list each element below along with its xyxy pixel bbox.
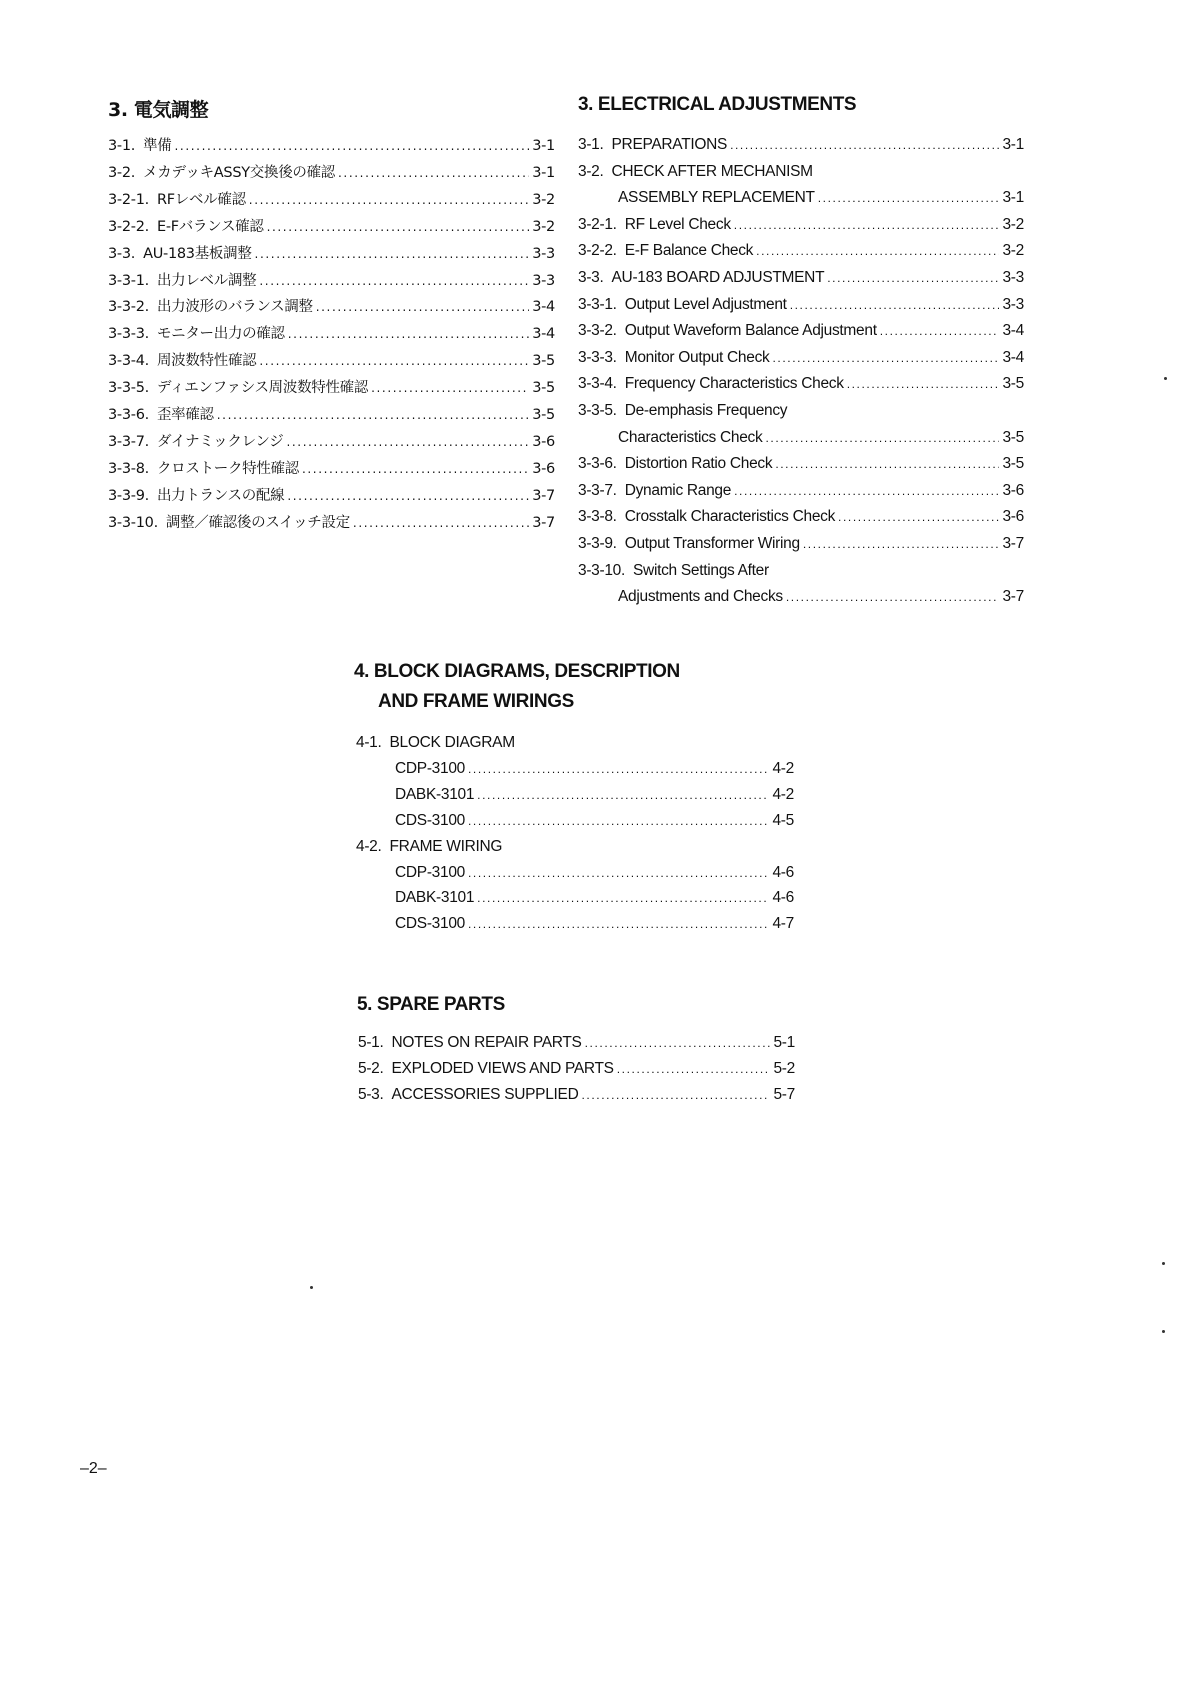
toc-row — [108, 160, 555, 186]
toc-page-ref: 3-1 — [1002, 136, 1024, 153]
toc-number: 3-3-4. — [108, 353, 149, 370]
toc-page-ref: 3-3 — [532, 245, 555, 262]
toc-page-ref: 3-6 — [532, 433, 555, 450]
toc-page-ref: 3-2 — [532, 218, 555, 235]
toc-title: ASSEMBLY REPLACEMENT — [618, 189, 815, 207]
toc-number: 3-1. — [578, 136, 604, 153]
toc-row — [578, 478, 1024, 504]
toc-row — [578, 558, 1024, 584]
toc-leader-dots — [302, 456, 529, 482]
toc-number: 3-3. — [108, 245, 136, 262]
toc-leader-dots — [267, 214, 530, 240]
toc-leader-dots — [259, 268, 529, 294]
toc-title: RFレベル確認 — [156, 191, 246, 208]
toc-page-ref: 3-4 — [532, 326, 555, 343]
toc-number: 3-3-10. — [578, 561, 626, 579]
toc-title: モニター出力の確認 — [156, 326, 285, 343]
toc-row — [108, 268, 555, 294]
toc-leader-dots — [353, 510, 529, 536]
toc-row — [578, 398, 1024, 424]
toc-page-ref: 4-7 — [772, 915, 794, 933]
toc-title: EXPLODED VIEWS AND PARTS — [391, 1060, 614, 1077]
toc-number: 3-3-2. — [108, 299, 149, 316]
toc-page-ref: 3-5 — [532, 353, 555, 370]
toc-row — [578, 318, 1024, 344]
toc-number: 3-3-1. — [108, 272, 149, 289]
toc-row — [395, 782, 794, 808]
scan-speck — [1162, 1262, 1165, 1265]
toc-title: 周波数特性確認 — [156, 353, 257, 370]
toc-leader-dots — [775, 451, 999, 477]
toc-row — [618, 425, 1024, 451]
toc-title: ACCESSORIES SUPPLIED — [391, 1086, 579, 1103]
toc-row — [358, 1056, 795, 1082]
toc-page-ref: 4-2 — [772, 759, 794, 777]
toc-title: NOTES ON REPAIR PARTS — [391, 1034, 582, 1051]
toc-leader-dots — [259, 348, 529, 374]
toc-number: 3-3-6. — [578, 455, 617, 473]
toc-leader-dots — [581, 1082, 770, 1108]
toc-title: Adjustments and Checks — [618, 588, 783, 606]
toc-title: ディエンファシス周波数特性確認 — [156, 380, 369, 397]
toc-number: 3-3-8. — [578, 508, 617, 526]
toc-row — [108, 214, 555, 240]
toc-row — [108, 187, 555, 213]
toc-row — [578, 531, 1024, 557]
toc-number: 3-2-2. — [108, 218, 149, 235]
toc-title: DABK-3101 — [395, 785, 475, 803]
toc-number: 3-3-3. — [108, 326, 149, 343]
spare-section-heading: 5. SPARE PARTS — [357, 994, 505, 1015]
toc-page-ref: 3-2 — [532, 191, 555, 208]
toc-row — [578, 265, 1024, 291]
toc-number: 3-3-2. — [578, 322, 617, 340]
toc-leader-dots — [477, 885, 769, 911]
toc-row — [618, 185, 1024, 211]
toc-row — [108, 402, 555, 428]
toc-number: 3-3-1. — [578, 295, 617, 313]
toc-row — [108, 510, 555, 536]
toc-leader-dots — [790, 292, 1000, 318]
block-section-heading-line2: AND FRAME WIRINGS — [378, 691, 574, 712]
toc-page-ref: 4-6 — [772, 863, 794, 881]
toc-page-ref: 3-6 — [1002, 508, 1024, 526]
toc-title: AU-183基板調整 — [143, 245, 252, 262]
toc-leader-dots — [255, 241, 530, 267]
toc-row — [108, 321, 555, 347]
toc-leader-dots — [477, 782, 769, 808]
toc-row — [578, 504, 1024, 530]
toc-page-ref: 3-5 — [1002, 455, 1024, 473]
jp-section-heading: 3. 電気調整 — [108, 99, 209, 121]
toc-title: CDP-3100 — [395, 759, 465, 777]
toc-page-ref: 3-5 — [1002, 375, 1024, 393]
toc-number: 3-3-9. — [578, 535, 617, 552]
toc-page-ref: 5-2 — [773, 1060, 795, 1077]
toc-row — [395, 756, 794, 782]
toc-row — [108, 375, 555, 401]
en-section-heading: 3. ELECTRICAL ADJUSTMENTS — [578, 94, 857, 115]
toc-row — [578, 132, 1024, 158]
toc-title: RF Level Check — [624, 215, 731, 233]
toc-page-ref: 3-7 — [1002, 535, 1024, 552]
toc-leader-dots — [617, 1056, 771, 1082]
page-number: –2– — [80, 1460, 107, 1477]
toc-title: Monitor Output Check — [624, 348, 770, 366]
toc-page-ref: 4-2 — [772, 785, 794, 803]
toc-title: 出力レベル調整 — [156, 272, 257, 289]
toc-number: 3-3-3. — [578, 348, 617, 366]
toc-leader-dots — [880, 318, 1000, 344]
toc-leader-dots — [288, 321, 529, 347]
toc-leader-dots — [371, 375, 529, 401]
toc-leader-dots — [730, 132, 999, 158]
toc-page-ref: 3-2 — [1002, 215, 1024, 233]
toc-number: 3-3-7. — [108, 433, 149, 450]
toc-title: 調整／確認後のスイッチ設定 — [165, 514, 350, 531]
toc-page-ref: 3-5 — [1002, 428, 1024, 446]
toc-number: 3-2-1. — [108, 191, 149, 208]
toc-leader-dots — [827, 265, 999, 291]
toc-row — [578, 212, 1024, 238]
toc-title: Switch Settings After — [633, 561, 769, 579]
toc-page-ref: 3-7 — [532, 487, 555, 504]
toc-leader-dots — [838, 504, 999, 530]
toc-row — [108, 133, 555, 159]
toc-number: 3-3-4. — [578, 375, 617, 393]
scan-speck — [1164, 377, 1167, 380]
toc-title: CDS-3100 — [395, 811, 465, 829]
toc-row — [578, 371, 1024, 397]
toc-page-ref: 3-3 — [532, 272, 555, 289]
toc-leader-dots — [847, 371, 1000, 397]
toc-number: 4-2. — [356, 837, 382, 855]
toc-leader-dots — [175, 133, 530, 159]
toc-title: ダイナミックレンジ — [156, 433, 284, 450]
toc-leader-dots — [217, 402, 529, 428]
toc-title: Output Level Adjustment — [624, 295, 787, 313]
toc-page-ref: 3-3 — [1002, 295, 1024, 313]
toc-leader-dots — [786, 584, 1000, 610]
scan-speck — [1162, 1330, 1165, 1333]
toc-leader-dots — [287, 483, 529, 509]
toc-page-ref: 3-7 — [532, 514, 555, 531]
toc-page-ref: 3-5 — [532, 407, 555, 423]
toc-title: E-Fバランス確認 — [156, 218, 264, 235]
toc-page-ref: 3-2 — [1002, 242, 1024, 260]
toc-title: 歪率確認 — [156, 407, 214, 423]
toc-title: PREPARATIONS — [611, 136, 728, 153]
toc-leader-dots — [756, 238, 999, 264]
toc-number: 3-2. — [108, 164, 136, 181]
toc-title: BLOCK DIAGRAM — [389, 734, 515, 751]
toc-row — [395, 885, 794, 911]
toc-leader-dots — [734, 212, 1000, 238]
toc-number: 5-1. — [358, 1034, 384, 1051]
toc-number: 3-3-8. — [108, 460, 149, 477]
toc-number: 3-2-2. — [578, 242, 617, 260]
toc-page-ref: 4-6 — [772, 889, 794, 907]
toc-leader-dots — [772, 345, 999, 371]
toc-row — [356, 730, 794, 756]
toc-title: Distortion Ratio Check — [624, 455, 773, 473]
toc-number: 5-2. — [358, 1060, 384, 1077]
toc-leader-dots — [338, 160, 529, 186]
toc-row — [578, 451, 1024, 477]
toc-title: De-emphasis Frequency — [624, 402, 788, 419]
toc-number: 3-3-5. — [578, 402, 617, 419]
toc-page-ref: 3-7 — [1002, 588, 1024, 606]
toc-page-ref: 3-3 — [1002, 269, 1024, 286]
toc-leader-dots — [585, 1030, 771, 1056]
toc-title: クロストーク特性確認 — [156, 460, 299, 477]
scan-speck — [310, 1286, 313, 1289]
toc-row — [395, 911, 794, 937]
toc-page-ref: 3-1 — [1002, 189, 1024, 207]
toc-row — [618, 584, 1024, 610]
toc-row — [356, 834, 794, 860]
toc-title: Frequency Characteristics Check — [624, 375, 844, 393]
toc-title: Characteristics Check — [618, 428, 763, 446]
toc-page-ref: 3-5 — [532, 380, 555, 397]
toc-title: Dynamic Range — [624, 481, 732, 499]
toc-leader-dots — [765, 425, 999, 451]
toc-leader-dots — [468, 808, 770, 834]
toc-page-ref: 3-1 — [532, 138, 555, 154]
toc-leader-dots — [468, 756, 770, 782]
toc-leader-dots — [468, 911, 770, 937]
block-section-heading-line1: 4. BLOCK DIAGRAMS, DESCRIPTION — [354, 661, 680, 682]
toc-number: 3-3-9. — [108, 487, 149, 504]
toc-row — [108, 241, 555, 267]
toc-number: 3-3. — [578, 269, 604, 286]
toc-title: 出力トランスの配線 — [156, 487, 285, 504]
toc-row — [578, 292, 1024, 318]
toc-leader-dots — [734, 478, 999, 504]
toc-row — [108, 294, 555, 320]
toc-row — [395, 808, 794, 834]
toc-title: Output Transformer Wiring — [624, 535, 800, 552]
toc-page-ref: 3-4 — [532, 299, 555, 316]
toc-leader-dots — [468, 860, 770, 886]
toc-page-ref: 3-4 — [1002, 348, 1024, 366]
toc-title: FRAME WIRING — [389, 837, 503, 855]
toc-page-ref: 3-6 — [1002, 481, 1024, 499]
toc-number: 3-3-6. — [108, 407, 149, 423]
toc-title: 出力波形のバランス調整 — [156, 299, 313, 316]
toc-title: CDS-3100 — [395, 915, 465, 933]
toc-row — [395, 860, 794, 886]
toc-row — [108, 348, 555, 374]
toc-leader-dots — [818, 185, 1000, 211]
toc-number: 3-3-7. — [578, 481, 617, 499]
toc-row — [108, 456, 555, 482]
toc-title: AU-183 BOARD ADJUSTMENT — [611, 269, 825, 286]
toc-row — [108, 483, 555, 509]
toc-leader-dots — [316, 294, 529, 320]
toc-page-ref: 5-7 — [773, 1086, 795, 1103]
toc-page-ref: 4-5 — [772, 811, 794, 829]
toc-page-ref: 3-1 — [532, 164, 555, 181]
toc-number: 5-3. — [358, 1086, 384, 1103]
toc-page-ref: 5-1 — [773, 1034, 795, 1051]
toc-page-ref: 3-4 — [1002, 322, 1024, 340]
toc-title: Output Waveform Balance Adjustment — [624, 322, 877, 340]
toc-row — [578, 238, 1024, 264]
toc-title: DABK-3101 — [395, 889, 475, 907]
toc-title: E-F Balance Check — [624, 242, 754, 260]
toc-number: 3-3-5. — [108, 380, 149, 397]
toc-number: 3-2. — [578, 162, 604, 180]
toc-number: 3-3-10. — [108, 514, 158, 531]
toc-number: 3-2-1. — [578, 215, 617, 233]
toc-row — [358, 1082, 795, 1108]
toc-title: CDP-3100 — [395, 863, 465, 881]
toc-number: 3-1. — [108, 138, 136, 154]
toc-row — [108, 429, 555, 455]
toc-leader-dots — [803, 531, 1000, 557]
toc-page-ref: 3-6 — [532, 460, 555, 477]
toc-title: 準備 — [143, 138, 172, 154]
toc-leader-dots — [249, 187, 529, 213]
toc-number: 4-1. — [356, 734, 382, 751]
toc-row — [578, 159, 1024, 185]
toc-title: メカデッキASSY交換後の確認 — [143, 164, 335, 181]
toc-title: CHECK AFTER MECHANISM — [611, 162, 813, 180]
toc-row — [578, 345, 1024, 371]
toc-row — [358, 1030, 795, 1056]
toc-leader-dots — [286, 429, 529, 455]
toc-title: Crosstalk Characteristics Check — [624, 508, 836, 526]
